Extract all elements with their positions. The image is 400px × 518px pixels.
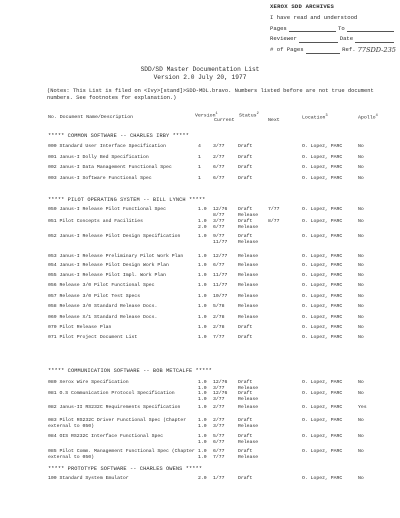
cell-name: 084 OIS RS232C Interface Functional Spec — [48, 434, 164, 439]
cell-status: Draft — [238, 144, 253, 149]
cell-name: 058 Release 3/0 Standard Release Docs. — [48, 304, 158, 309]
cell-loc: O. Lopez, PARC — [302, 476, 343, 481]
cell-status: Draft — [238, 335, 253, 340]
cell-ver: 1 — [198, 165, 201, 171]
col-next: Next — [268, 118, 280, 123]
cell-name: 051 Pilot Concepts and Facilities — [48, 219, 143, 224]
cell-loc: O. Lopez, PARC — [302, 405, 343, 410]
cell-status: Release — [238, 315, 259, 320]
cell-date: 12/76 3/77 — [213, 380, 228, 391]
col-current: Current — [214, 118, 235, 123]
cell-status: Draft Release — [238, 234, 259, 245]
cell-apollo: No — [358, 273, 364, 278]
cell-ver: 1 — [198, 154, 201, 160]
cell-name: 085 Pilot Comm. Management Functional Spec (Chapter external to 050) — [48, 449, 195, 460]
section-heading: ***** PROTOTYPE SOFTWARE -- CHARLES OWENS ***** — [48, 466, 203, 472]
cell-date: 2/78 — [213, 325, 225, 330]
col-apollo-footnote: 4 — [375, 114, 378, 118]
cell-apollo: No — [358, 391, 364, 396]
cell-status: Draft Release — [238, 380, 259, 391]
cell-date: 6/77 — [213, 175, 225, 181]
cell-apollo: No — [358, 294, 364, 299]
cell-name: 070 Pilot Release Plan — [48, 325, 112, 330]
cell-status: Draft — [238, 165, 253, 171]
cell-name: 100 Standard System Emulator — [48, 476, 129, 481]
cell-loc: O. Lopez, PARC — [302, 273, 343, 278]
col-apollo — [358, 114, 378, 121]
cell-ver: 1.0 — [198, 325, 207, 330]
col-status — [239, 112, 259, 119]
cell-loc: O. Lopez, PARC — [302, 154, 343, 160]
cell-status: Draft — [238, 154, 253, 160]
cell-name: 071 Pilot Project Document List — [48, 335, 138, 340]
col-version-footnote: 1 — [215, 112, 218, 116]
cell-name: 003 Janus-I Software Functional Spec — [48, 175, 152, 181]
cell-apollo: No — [358, 144, 364, 149]
cell-loc: O. Lopez, PARC — [302, 207, 343, 212]
cell-apollo: No — [358, 380, 364, 385]
document-notes: (Notes: This List is filed on <Ivy>[stand]>SDD-MDL.bravo. Numbers listed before are not true document numbers. See footnotes for explanation.) — [47, 88, 374, 101]
cell-loc: O. Lopez, PARC — [302, 234, 343, 239]
cell-ver: 1.0 — [198, 294, 207, 299]
cell-status: Draft Release — [238, 449, 259, 460]
section-heading: ***** PILOT OPERATING SYSTEM -- BILL LYNCH ***** — [48, 197, 206, 203]
cell-apollo: No — [358, 283, 364, 288]
cell-apollo: No — [358, 207, 364, 212]
col-apollo-label: Apollo — [358, 115, 376, 121]
cell-apollo: Yes — [358, 405, 367, 410]
cell-status: Draft Release — [238, 434, 259, 445]
cell-ver: 1.0 — [198, 405, 207, 410]
cell-loc: O. Lopez, PARC — [302, 449, 343, 454]
cell-status: Release — [238, 304, 259, 309]
cell-name: 054 Janus-I Release Pilot Design Work Plan — [48, 263, 169, 268]
cell-date: 7/77 — [213, 335, 225, 340]
cell-loc: O. Lopez, PARC — [302, 380, 343, 385]
cell-next: 8/77 — [268, 219, 280, 224]
cell-date: 10/77 — [213, 294, 228, 299]
cell-apollo: No — [358, 165, 364, 171]
cell-ver: 1.0 1.0 — [198, 391, 207, 402]
cell-ver: 1.0 1.0 — [198, 434, 207, 445]
cell-name: 057 Release 3/0 Pilot Test Specs — [48, 294, 141, 299]
document-version: Version 2.0 July 20, 1977 — [153, 74, 247, 81]
cell-name: 000 Standard User Interface Specification — [48, 144, 167, 149]
cell-name: 001 Janus-I Dolly Bed Specification — [48, 154, 149, 160]
stamp-pages-blank — [289, 24, 336, 33]
cell-apollo: No — [358, 335, 364, 340]
cell-loc: O. Lopez, PARC — [302, 315, 343, 320]
cell-ver: 1.0 1.0 — [198, 449, 207, 460]
cell-ver: 1.0 — [198, 234, 207, 239]
cell-status: Release — [238, 254, 259, 259]
cell-ver: 1.0 — [198, 315, 207, 320]
cell-status: Release — [238, 294, 259, 299]
stamp-date-blank — [355, 34, 394, 43]
cell-apollo: No — [358, 154, 364, 160]
cell-date: 2/77 — [213, 405, 225, 410]
cell-apollo: No — [358, 315, 364, 320]
cell-status: Draft Release — [238, 207, 259, 218]
cell-ver: 1.0 — [198, 263, 207, 268]
cell-date: 5/77 6/77 — [213, 434, 225, 445]
cell-date: 1/77 — [213, 476, 225, 481]
cell-ver: 1.0 2.0 — [198, 219, 207, 230]
stamp-to-blank — [347, 24, 394, 33]
stamp-to-label: To — [338, 24, 345, 32]
cell-loc: O. Lopez, PARC — [302, 434, 343, 439]
document-title: SDD/SD Master Documentation List — [140, 66, 260, 73]
stamp-pages-label: Pages — [270, 24, 287, 32]
cell-loc: O. Lopez, PARC — [302, 304, 343, 309]
stamp-num-pages-blank — [306, 45, 341, 54]
col-location-label: Location — [302, 115, 326, 121]
stamp-pages-line — [270, 24, 396, 35]
cell-date: 5/78 — [213, 304, 225, 309]
cell-loc: O. Lopez, PARC — [302, 263, 343, 268]
cell-loc: O. Lopez, PARC — [302, 254, 343, 259]
archive-stamp — [270, 2, 396, 56]
stamp-reviewer-line — [270, 34, 396, 45]
cell-loc: O. Lopez, PARC — [302, 294, 343, 299]
cell-ver: 1.0 — [198, 207, 207, 212]
cell-status: Draft Release — [238, 418, 259, 429]
col-status-label: Status — [239, 113, 257, 119]
stamp-ref-label: Ref. — [342, 46, 356, 54]
col-location — [302, 114, 328, 121]
stamp-title: XEROX SDD ARCHIVES — [270, 3, 335, 10]
cell-apollo: No — [358, 434, 364, 439]
cell-date: 9/77 11/77 — [213, 234, 228, 245]
stamp-reviewer-label: Reviewer — [270, 35, 297, 43]
cell-date: 11/77 — [213, 273, 228, 278]
cell-next: 7/77 — [268, 207, 280, 212]
cell-date: 3/77 — [213, 144, 225, 149]
cell-date: 11/77 — [213, 283, 228, 288]
cell-name: 052 Janus-I Release Pilot Design Specification — [48, 234, 181, 239]
cell-apollo: No — [358, 234, 364, 239]
cell-date: 6/77 — [213, 263, 225, 268]
cell-name: 056 Release 3/0 Pilot Functional Spec — [48, 283, 155, 288]
cell-status: Draft — [238, 325, 253, 330]
cell-name: 081 O.S Communication Protocol Specification — [48, 391, 175, 396]
col-location-footnote: 3 — [325, 114, 328, 118]
cell-name: 002 Janus-I Data Management Functional Spec — [48, 165, 172, 171]
cell-loc: O. Lopez, PARC — [302, 391, 343, 396]
cell-loc: O. Lopez, PARC — [302, 283, 343, 288]
section-heading: ***** COMMUNICATION SOFTWARE -- BOB METCALFE ***** — [48, 368, 212, 374]
cell-date: 12/76 8/77 — [213, 207, 228, 218]
cell-apollo: No — [358, 476, 364, 481]
cell-name: 055 Janus-I Release Pilot Impl. Work Plan — [48, 273, 167, 278]
cell-date: 6/77 7/77 — [213, 449, 225, 460]
cell-ver: 1.0 — [198, 304, 207, 309]
cell-loc: O. Lopez, PARC — [302, 325, 343, 330]
cell-status: Draft Release — [238, 219, 259, 230]
cell-name: 050 Janus-I Release Pilot Functional Spec — [48, 207, 167, 212]
cell-apollo: No — [358, 304, 364, 309]
cell-name: 080 Xerox Wire Specification — [48, 380, 129, 385]
cell-name: 069 Release X/1 Standard Release Docs. — [48, 315, 158, 320]
cell-status: Release — [238, 405, 259, 410]
col-version-label: Version — [195, 113, 216, 119]
column-header — [0, 109, 400, 125]
cell-apollo: No — [358, 254, 364, 259]
stamp-ref-handwritten: 77SDD-235 — [357, 46, 396, 55]
cell-loc: O. Lopez, PARC — [302, 144, 343, 149]
cell-date: 2/78 — [213, 315, 225, 320]
stamp-date-label: Date — [339, 35, 354, 43]
cell-loc: O. Lopez, PARC — [302, 335, 343, 340]
cell-status: Draft — [238, 175, 253, 181]
cell-apollo: No — [358, 263, 364, 268]
cell-ver: 2.0 — [198, 476, 207, 481]
stamp-num-pages-line — [270, 45, 396, 56]
stamp-num-pages-label: # of Pages — [270, 46, 304, 54]
cell-status: Draft Release — [238, 391, 259, 402]
cell-date: 2/77 3/77 — [213, 418, 225, 429]
stamp-declaration: I have read and understood — [270, 13, 358, 21]
cell-ver: 1.0 — [198, 283, 207, 288]
cell-apollo: No — [358, 418, 364, 423]
cell-ver: 1.0 — [198, 273, 207, 278]
cell-loc: O. Lopez, PARC — [302, 165, 343, 171]
cell-name: 053 Janus-I Release Preliminary Pilot Work Plan — [48, 254, 184, 259]
cell-status: Release — [238, 263, 259, 268]
cell-date: 6/77 — [213, 165, 225, 171]
cell-ver: 4 — [198, 144, 201, 149]
cell-apollo: No — [358, 219, 364, 224]
section-heading: ***** COMMON SOFTWARE -- CHARLES IRBY ***** — [48, 133, 189, 139]
cell-ver: 1.0 1.0 — [198, 380, 207, 391]
col-status-footnote: 2 — [256, 112, 259, 116]
cell-apollo: No — [358, 325, 364, 330]
cell-ver: 1.0 — [198, 254, 207, 259]
cell-date: 12/76 3/77 — [213, 391, 228, 402]
cell-status: Release — [238, 273, 259, 278]
stamp-reviewer-blank — [299, 34, 338, 43]
cell-loc: O. Lopez, PARC — [302, 219, 343, 224]
cell-date: 3/77 6/77 — [213, 219, 225, 230]
cell-date: 12/77 — [213, 254, 228, 259]
cell-status: Draft — [238, 476, 253, 481]
cell-loc: O. Lopez, PARC — [302, 418, 343, 423]
cell-apollo: No — [358, 449, 364, 454]
cell-ver: 1.0 — [198, 335, 207, 340]
cell-apollo: No — [358, 175, 364, 181]
cell-name: 082 Janus-II RS232C Requirements Specification — [48, 405, 181, 410]
cell-name: 083 Pilot RS232C Driver Functional Spec (Chapter external to 050) — [48, 418, 187, 429]
cell-status: Release — [238, 283, 259, 288]
cell-loc: O. Lopez, PARC — [302, 175, 343, 181]
cell-ver: 1 — [198, 175, 201, 181]
col-name: No. Document Name/Description — [48, 115, 134, 120]
cell-date: 2/77 — [213, 154, 225, 160]
cell-ver: 1.0 1.0 — [198, 418, 207, 429]
